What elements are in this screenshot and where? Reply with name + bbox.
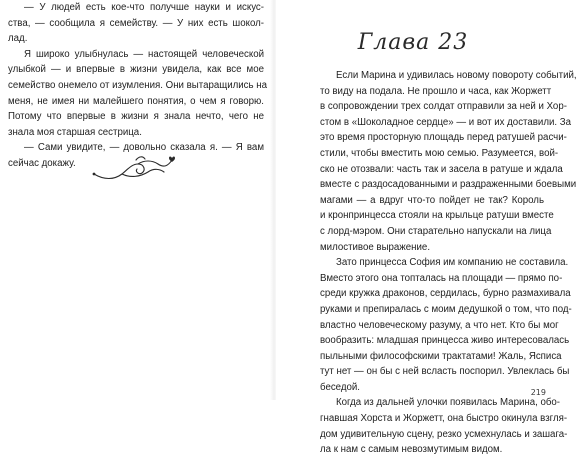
text-line: Потому что впервые в жизни я знала нечто, чего не	[8, 111, 264, 123]
text-line: Я широко улыбнулась — настоящей человеческой	[24, 48, 264, 60]
text-line: меня, не имея ни малейшего понятия, о чем я говорю.	[8, 95, 264, 107]
text-line: сейчас докажу.	[8, 157, 76, 169]
text-line: вообразить: младшая принцесса живо интересовалась	[320, 335, 570, 347]
right-page	[276, 0, 577, 456]
text-line: милостивое выражение.	[320, 241, 431, 253]
text-line: магами — а вдруг что-то пойдет не так? Король	[320, 194, 544, 206]
text-line: властно человеческому разуму, а что нет. Кто бы мог	[320, 319, 559, 331]
text-line: семейство онемело от изумления. Они вытаращились на	[8, 79, 268, 91]
text-line: с лорд-мэром. Они старательно напускали на лица	[320, 225, 552, 237]
text-line: ства, — сообщила я семейству. — У них есть шокол-	[8, 17, 264, 29]
text-line: и кронпринцесса стояли на крыльце ратуши вместе	[320, 210, 554, 222]
text-line: стили, чтобы вместить мою семью. Разумеется, вой-	[320, 147, 559, 159]
text-line: среди кружка драконов, сердилась, бурно размахивала	[320, 288, 571, 300]
left-page	[0, 0, 272, 400]
left-page-text	[8, 0, 268, 172]
text-line: знала моя старшая сестрица.	[8, 126, 142, 138]
text-line: пыльными философскими трактатами! Жаль, Ясписа	[320, 350, 562, 362]
text-line: Зато принцесса София им компанию не составила.	[336, 257, 569, 269]
text-line: ско не отозвали: часть так и засела в ратуше и ждала	[320, 163, 563, 175]
flourish-ornament-icon	[92, 150, 176, 184]
text-line: — Сами увидите, — довольно сказала я. — Я вам	[24, 142, 264, 154]
text-line: Когда из дальней улочки появилась Марина, обо-	[336, 397, 561, 409]
text-line: Вместо этого она топталась на площади — прямо по-	[320, 272, 563, 284]
text-line: ла к нам с самым невозмутимым видом.	[320, 444, 503, 456]
text-line: беседой.	[320, 381, 360, 393]
text-line: стом в «Шоколадное сердце» — и вот их доставили. За	[320, 116, 572, 128]
text-line: дом удивительную сцену, резко усмехнулась и зашага-	[320, 428, 568, 440]
page-number: 219	[530, 388, 546, 397]
text-line: улыбкой — и впервые в жизни увидела, как все мое	[8, 64, 264, 76]
text-line: то виду на подала. Не прошло и часа, как Жоржетт	[320, 85, 552, 97]
text-line: руками и препиралась с моим дедушкой о том, что под-	[320, 303, 572, 315]
text-line: в сопровождении трех солдат отправили за ней и Хор-	[320, 101, 567, 113]
text-line: Если Марина и удивилась новому повороту событий,	[336, 70, 577, 81]
text-line: вместе с раздосадованными и раздраженными боевыми	[320, 179, 577, 191]
chapter-title: Глава 23	[357, 30, 469, 55]
right-page-text	[320, 68, 577, 458]
text-line: тут нет — он бы с ней всласть поспорил. Увлеклась бы	[320, 366, 570, 378]
text-line: лад.	[8, 33, 28, 45]
text-line: — У людей есть кое-что получше науки и искус-	[24, 2, 264, 13]
text-line: гнавшая Хорста и Жоржетт, она быстро окинула взгля-	[320, 413, 568, 425]
text-line: это время просторную площадь перед ратушей расчи-	[320, 132, 567, 144]
